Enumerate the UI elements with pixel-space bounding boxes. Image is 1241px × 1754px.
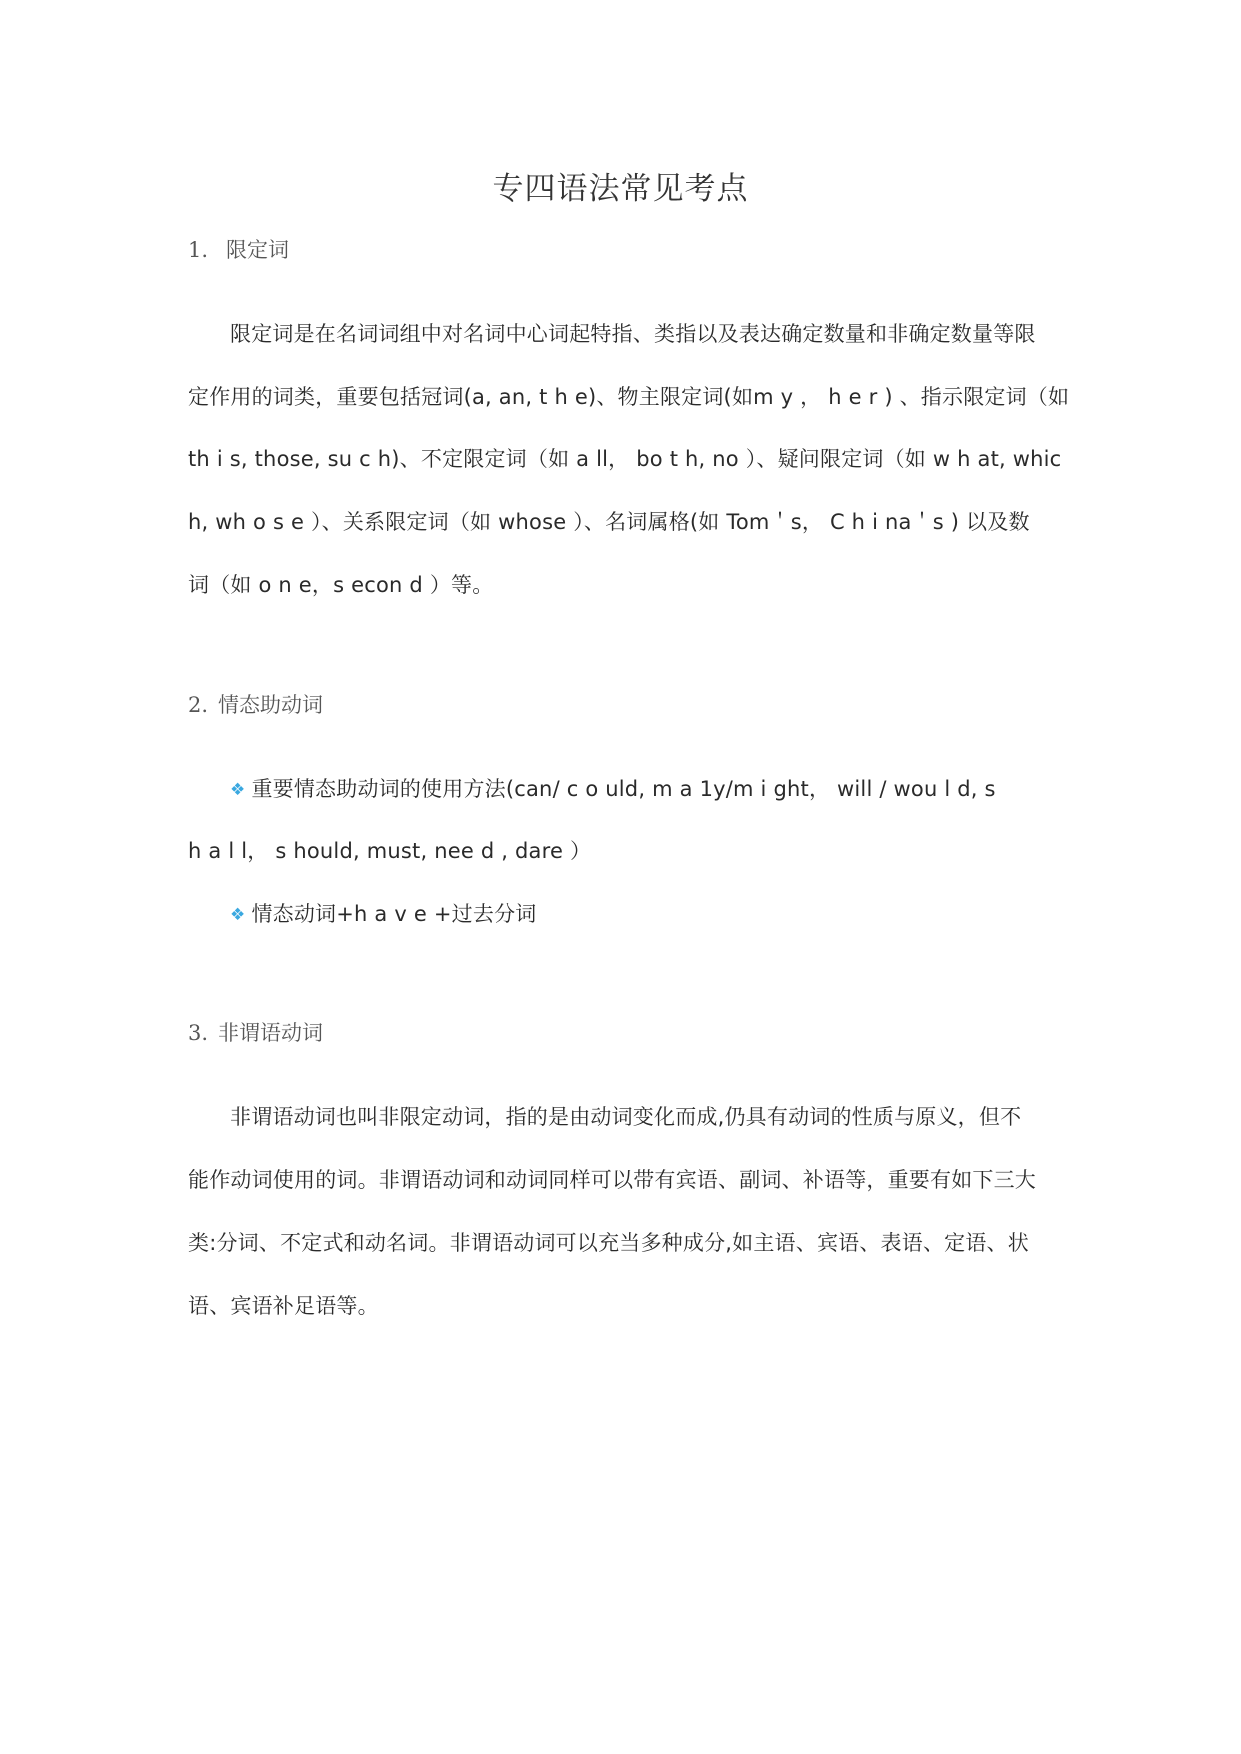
section-heading-nonfinite-verbs [188, 1017, 323, 1047]
paragraph-line: 限定词是在名词词组中对名词中心词起特指、类指以及表达确定数量和非确定数量等限 [230, 322, 1036, 346]
paragraph-line: 词（如 o n e，s econ d ）等。 [188, 573, 494, 597]
section-heading-determiners [188, 234, 289, 264]
document-title: 专四语法常见考点 [492, 171, 749, 207]
section-heading-modal-verbs [188, 689, 323, 719]
diamond-bullet-icon: ❖ [230, 780, 246, 800]
bullet-text: 重要情态助动词的使用方法(can/ c o uld, m a 1y/m i ght， will / wou l d, s [251, 777, 996, 801]
paragraph-line: 类:分词、不定式和动名词。非谓语动词可以充当多种成分,如主语、宾语、表语、定语、状 [188, 1231, 1029, 1255]
section-number: 3. [188, 1021, 209, 1045]
diamond-bullet-icon: ❖ [230, 905, 246, 925]
paragraph-line: h, wh o s e ）、关系限定词（如 whose ）、名词属格(如 Tom＇s， C h i na＇s ) 以及数 [188, 510, 1030, 534]
section-heading-text: 非谓语动词 [218, 1021, 323, 1045]
bullet-continuation: h a l l， s hould, must, nee d , dare ） [188, 839, 592, 863]
section-heading-text: 情态助动词 [218, 693, 323, 717]
section-number: 2. [188, 693, 209, 717]
bullet-item [230, 898, 536, 928]
paragraph-line: 定作用的词类，重要包括冠词(a, an, t h e)、物主限定词(如m y ， h e r ) 、指示限定词（如 [188, 385, 1070, 409]
bullet-item [230, 773, 996, 803]
section-heading-text: 限定词 [226, 238, 289, 262]
bullet-text: 情态动词+h a v e +过去分词 [251, 902, 537, 926]
paragraph-line: 能作动词使用的词。非谓语动词和动词同样可以带有宾语、副词、补语等，重要有如下三大 [188, 1168, 1036, 1192]
paragraph-line: th i s, those, su c h)、不定限定词（如 a ll， bo t h, no ）、疑问限定词（如 w h at, whic [188, 447, 1062, 471]
section-number: 1. [188, 238, 209, 262]
paragraph-line: 非谓语动词也叫非限定动词，指的是由动词变化而成,仍具有动词的性质与原义，但不 [230, 1105, 1022, 1129]
paragraph-line: 语、宾语补足语等。 [188, 1294, 379, 1318]
